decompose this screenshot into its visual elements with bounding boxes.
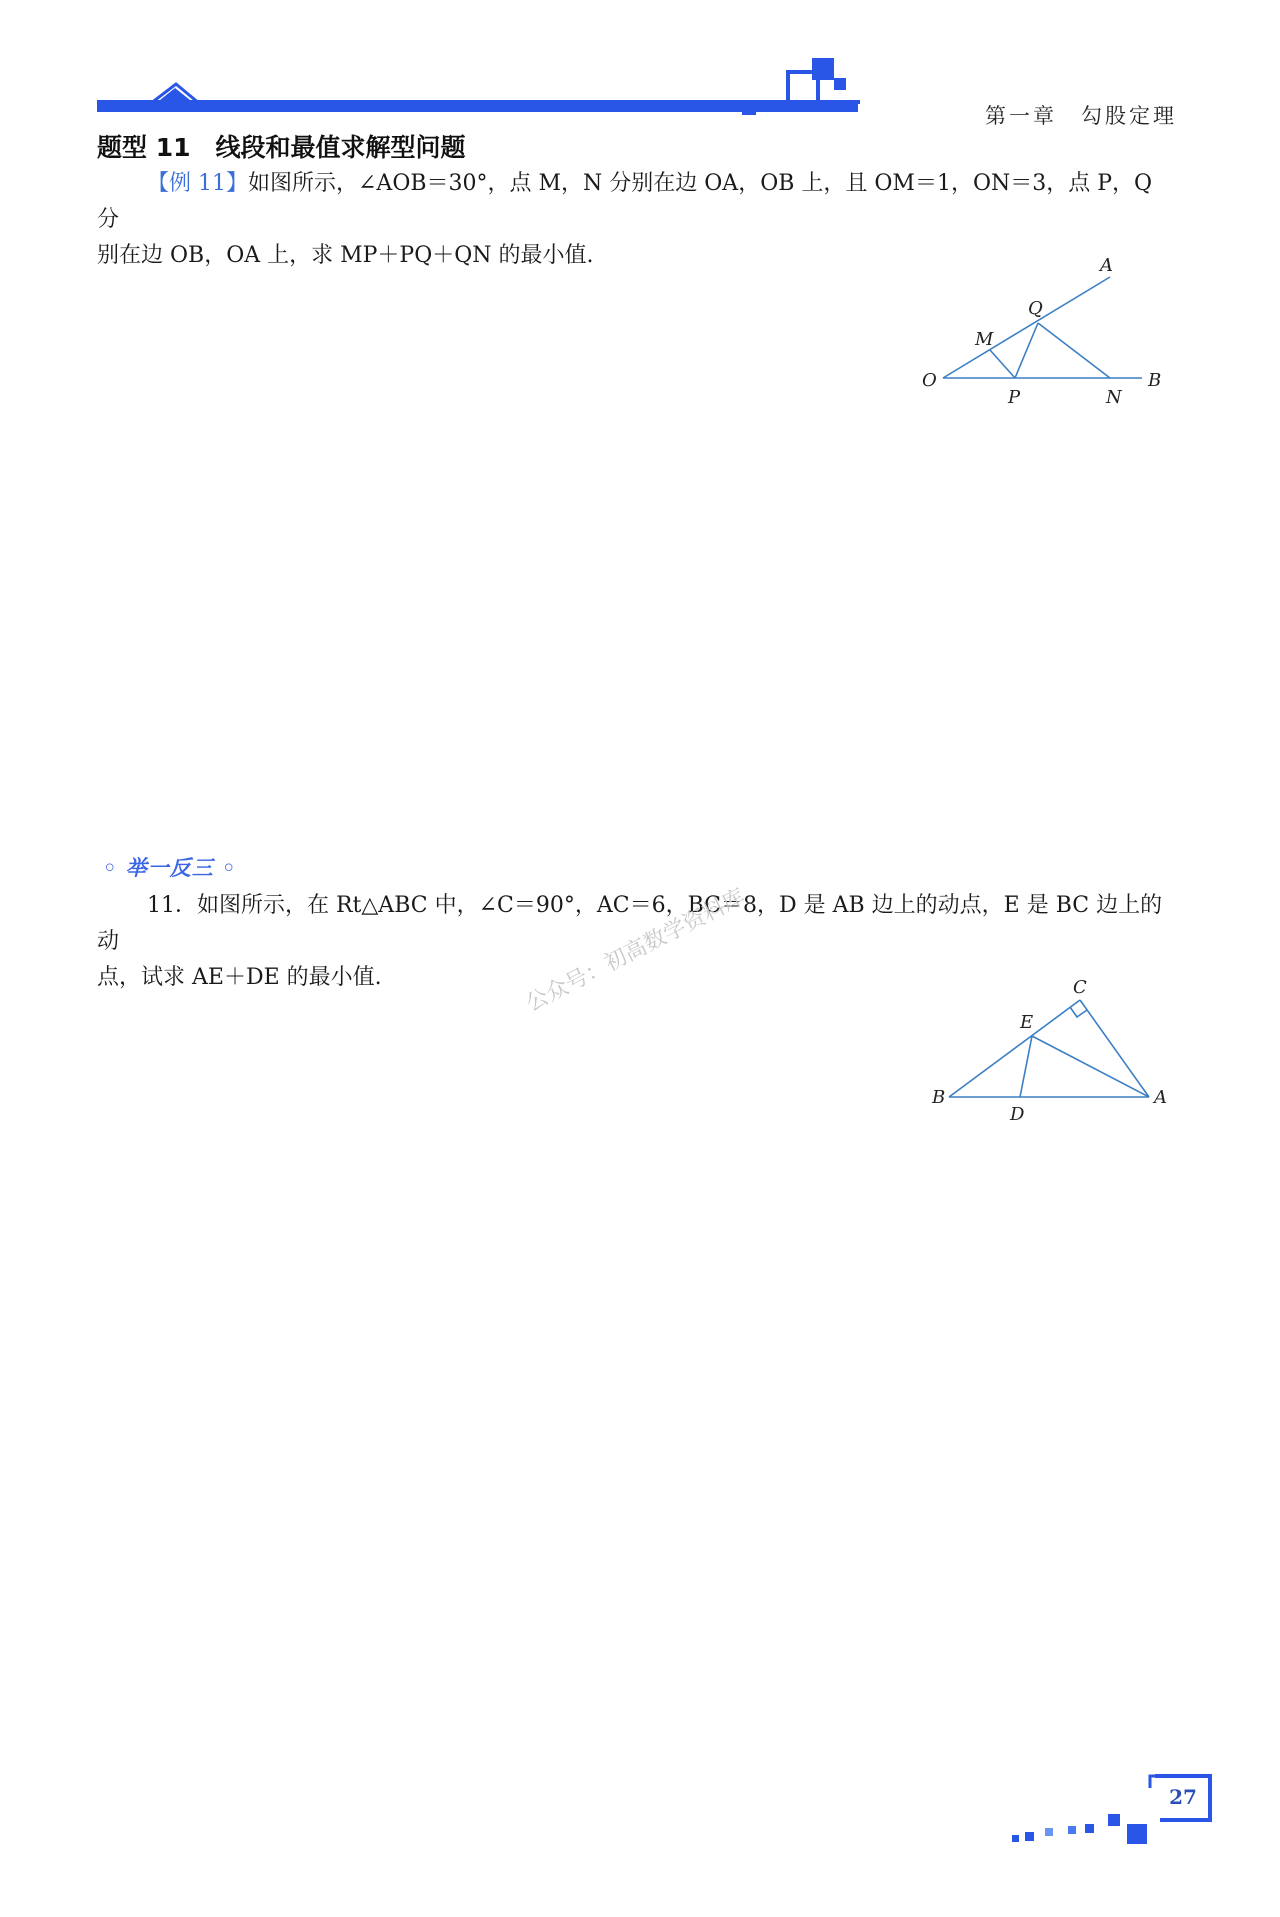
segment-ea <box>1032 1036 1149 1097</box>
label-m: M <box>975 329 994 350</box>
label-p: P <box>1008 387 1021 408</box>
practice-text-line2: 点，试求 AE＋DE 的最小值. <box>97 965 382 990</box>
header-square-filled <box>812 58 834 80</box>
footer-decoration <box>0 1760 1280 1917</box>
example-tag: 【例 11】 <box>147 171 248 196</box>
header-bar <box>97 88 860 112</box>
example-text-line1: 如图所示，∠AOB＝30°，点 M，N 分别在边 OA，OB 上，且 OM＝1，ON＝3，点 P，Q 分 <box>97 171 1153 232</box>
ray-oa <box>943 277 1110 378</box>
label-d: D <box>1010 1104 1025 1120</box>
example-text-line2: 别在边 OB，OA 上，求 MP＋PQ＋QN 的最小值. <box>97 243 594 268</box>
label-o: O <box>922 370 937 391</box>
segment-de <box>1020 1036 1032 1097</box>
label-c: C <box>1073 977 1087 998</box>
label-a2: A <box>1154 1087 1167 1108</box>
practice-text-line1: 11．如图所示，在 Rt△ABC 中，∠C＝90°，AC＝6，BC＝8，D 是 AB 边上的动点，E 是 BC 边上的动 <box>97 893 1163 954</box>
label-q: Q <box>1028 298 1043 319</box>
label-b2: B <box>932 1087 946 1108</box>
section-title: 题型 11 线段和最值求解型问题 <box>97 133 466 162</box>
page-number: 27 <box>1169 1785 1197 1809</box>
label-e: E <box>1020 1012 1034 1033</box>
watermark: 公众号：初高数学资料库 <box>522 884 750 1017</box>
right-angle-mark <box>1070 1007 1087 1017</box>
chapter-heading: 第一章 勾股定理 <box>985 104 1177 128</box>
side-bc <box>949 1000 1080 1097</box>
segment-qn <box>1038 323 1110 378</box>
figure-right-triangle <box>920 970 1180 1120</box>
label-b: B <box>1148 370 1162 391</box>
side-ca <box>1080 1000 1149 1097</box>
figure-angle-aob <box>910 255 1180 415</box>
label-n: N <box>1106 387 1122 408</box>
segment-pq <box>1015 323 1038 378</box>
practice-tag: ◦ 举一反三 ◦ <box>103 856 237 880</box>
segment-mp <box>990 350 1015 378</box>
label-a: A <box>1100 255 1113 276</box>
